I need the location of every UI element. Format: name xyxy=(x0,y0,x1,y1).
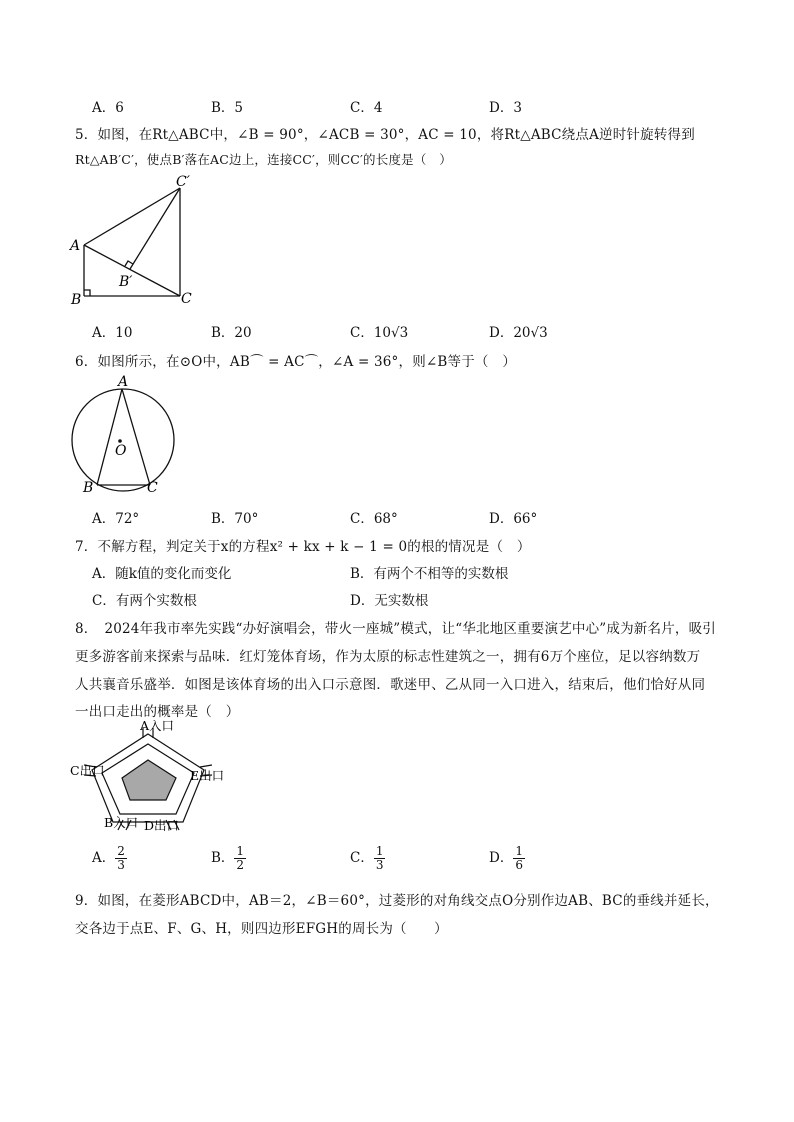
q8-text-line3: 人共襄音乐盛举．如图是该体育场的出入口示意图．歌迷甲、乙从同一入口进入，结束后，他们恰好从同 xyxy=(75,677,706,693)
q9-text-line1: 9．如图，在菱形ABCD中，AB＝2，∠B＝60°，过菱形的对角线交点O分别作边AB、BC的垂线并延长， xyxy=(75,893,719,909)
q6-option-c: C．68° xyxy=(350,511,398,527)
q5-option-b: B．20 xyxy=(211,325,252,341)
q6-label-b: B xyxy=(83,480,94,496)
q8-label-a: A入口 xyxy=(140,720,175,733)
q5-text-line2: Rt△AB′C′，使点B′落在AC边上，连接CC′，则CC′的长度是（ ） xyxy=(75,152,452,167)
q6-option-b: B．70° xyxy=(211,511,259,527)
q6-option-d: D．66° xyxy=(489,511,538,527)
q4-option-d: D．3 xyxy=(489,100,522,116)
q8-option-c xyxy=(350,845,385,872)
q8-option-d-denominator: 6 xyxy=(515,858,523,872)
q8-text-line1: 8． 2024年我市率先实践“办好演唱会，带火一座城”模式，让“华北地区重要演艺中心”成为新名片，吸引 xyxy=(75,621,717,637)
q5-triangle-figure xyxy=(68,172,208,312)
q5-label-b-prime: B′ xyxy=(119,274,133,290)
q8-stadium-figure xyxy=(68,720,238,835)
q8-option-a xyxy=(92,845,127,872)
q6-label-c: C xyxy=(147,480,158,496)
q8-label-d: D出口 xyxy=(144,818,180,833)
q6-label-a: A xyxy=(118,374,129,390)
q6-circle-figure xyxy=(66,374,186,498)
q5-label-a: A xyxy=(70,238,81,254)
q7-option-b: B．有两个不相等的实数根 xyxy=(350,566,509,582)
q8-option-d xyxy=(489,845,525,872)
q8-option-d-numerator: 1 xyxy=(515,844,523,858)
q7-option-c: C．有两个实数根 xyxy=(92,593,197,609)
q6-option-a: A．72° xyxy=(92,511,140,527)
q5-label-b: B xyxy=(71,292,82,308)
q8-option-a-numerator: 2 xyxy=(117,844,125,858)
q5-label-c: C xyxy=(181,291,192,307)
q8-option-b-numerator: 1 xyxy=(236,844,245,858)
q8-option-c-numerator: 1 xyxy=(375,844,384,858)
q4-option-b: B．5 xyxy=(211,100,244,116)
q8-option-b xyxy=(211,845,246,872)
q8-option-c-denominator: 3 xyxy=(375,858,384,872)
q8-option-a-denominator: 3 xyxy=(117,858,125,872)
q7-option-a: A．随k值的变化而变化 xyxy=(92,566,232,582)
q5-text-line1: 5．如图，在Rt△ABC中，∠B = 90°，∠ACB = 30°，AC = 10，将Rt△ABC绕点A逆时针旋转得到 xyxy=(75,127,695,143)
q8-option-b-denominator: 2 xyxy=(236,858,245,872)
q8-option-c-letter: C． xyxy=(350,850,374,866)
q8-option-a-letter: A． xyxy=(92,850,116,866)
q7-text-line1: 7．不解方程，判定关于x的方程x² + kx + k − 1 = 0的根的情况是（ ） xyxy=(75,539,531,555)
q6-label-o: O xyxy=(115,443,127,459)
q5-option-a: A．10 xyxy=(92,325,133,341)
q8-option-b-letter: B． xyxy=(211,850,235,866)
q8-label-b: B入口 xyxy=(104,815,139,830)
q8-text-line4: 一出口走出的概率是（ ） xyxy=(75,704,240,720)
q9-text-line2: 交各边于点E、F、G、H，则四边形EFGH的周长为（ ） xyxy=(75,921,448,937)
q6-text-line1: 6．如图所示，在⊙O中，AB⌒ = AC⌒，∠A = 36°，则∠B等于（ ） xyxy=(75,354,517,370)
q7-option-d: D．无实数根 xyxy=(350,593,429,609)
q5-label-c-prime: C′ xyxy=(176,174,190,190)
q4-option-a: A．6 xyxy=(92,100,124,116)
q8-stadium-center xyxy=(122,760,176,800)
q5-option-c: C．10√3 xyxy=(350,325,409,341)
q4-option-c: C．4 xyxy=(350,100,383,116)
q8-label-e: E出口 xyxy=(190,768,225,783)
q5-option-d: D．20√3 xyxy=(489,325,548,341)
q8-option-d-letter: D． xyxy=(489,850,514,866)
q8-text-line2: 更多游客前来探索与品味．红灯笼体育场，作为太原的标志性建筑之一，拥有6万个座位，足以容纳数万 xyxy=(75,649,701,665)
q8-label-c: C出口 xyxy=(70,763,105,778)
